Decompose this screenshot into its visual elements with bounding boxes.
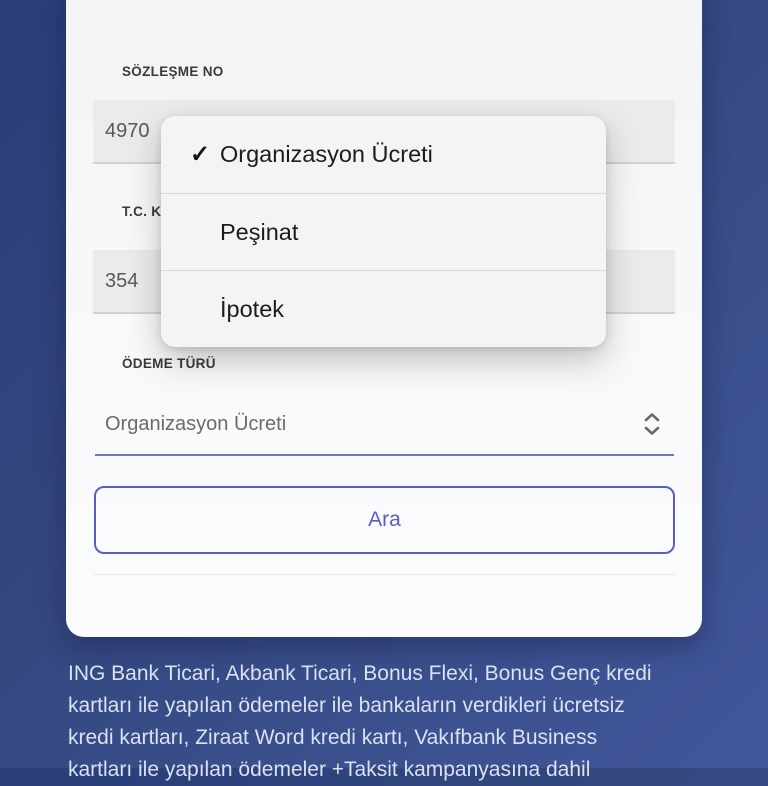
dropdown-option-organizasyon-ucreti[interactable] bbox=[161, 116, 606, 193]
dropdown-option-ipotek[interactable] bbox=[161, 270, 606, 347]
search-button[interactable]: Ara bbox=[94, 486, 675, 554]
campaign-info-line: kartları ile yapılan ödemeler +Taksit kampanyasına dahil bbox=[68, 758, 591, 781]
campaign-info-line: ING Bank Ticari, Akbank Ticari, Bonus Flexi, Bonus Genç kredi bbox=[68, 662, 652, 685]
payment-type-dropdown bbox=[161, 116, 606, 347]
national-id-label: T.C. K bbox=[122, 204, 162, 219]
payment-type-select[interactable] bbox=[93, 393, 675, 455]
national-id-value: 354 bbox=[105, 270, 139, 292]
select-underline bbox=[95, 454, 674, 456]
campaign-info-text bbox=[68, 658, 716, 786]
payment-type-label: ÖDEME TÜRÜ bbox=[122, 356, 216, 371]
dropdown-option-label: Peşinat bbox=[220, 218, 299, 245]
checkmark-icon: ✓ bbox=[189, 141, 211, 168]
card-divider bbox=[94, 574, 675, 575]
dropdown-option-label: İpotek bbox=[220, 295, 285, 322]
contract-no-label: SÖZLEŞME NO bbox=[122, 64, 224, 79]
contract-no-value: 4970 bbox=[105, 120, 150, 142]
up-down-chevron-icon bbox=[643, 412, 661, 436]
dropdown-option-pesinat[interactable] bbox=[161, 193, 606, 270]
dropdown-option-label: Organizasyon Ücreti bbox=[220, 141, 433, 167]
campaign-info-line: kartları ile yapılan ödemeler ile bankaların verdikleri ücretsiz bbox=[68, 694, 625, 717]
payment-type-selected-value: Organizasyon Ücreti bbox=[105, 413, 287, 435]
campaign-info-line: kredi kartları, Ziraat Word kredi kartı, Vakıfbank Business bbox=[68, 726, 598, 749]
